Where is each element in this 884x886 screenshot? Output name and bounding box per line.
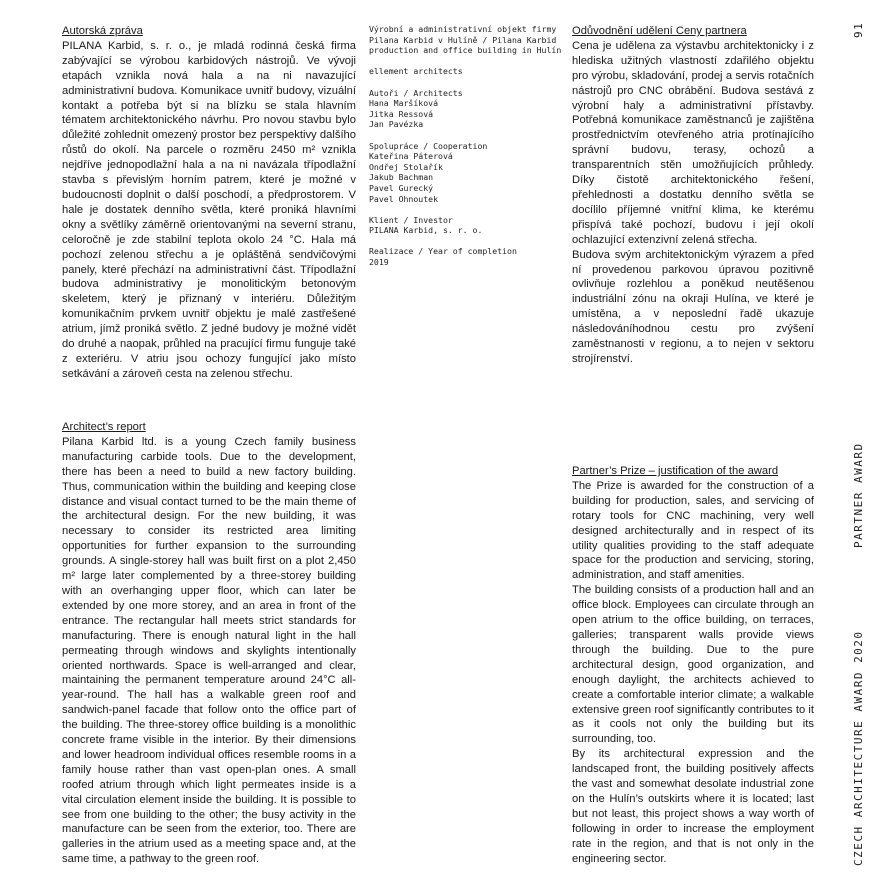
project-title: Výrobní a administrativní objekt firmy Pilana Karbid v Hulíně / Pilana Karbid production and office building in Hulín (369, 24, 562, 56)
en-prize-paragraph: By its architectural expression and the landscaped front, the building positively affects the vast and somewhat desolate industrial zone on the Hulín’s outskirts where it is located; last but not least, this project shows a way worth of following in order to increase the employment rate in the region, and that is not only in the engineering sector. (572, 748, 814, 865)
cz-prize-paragraph: Budova svým architektonickým výrazem a před ní provedenou parkovou úpravou pozitivně ovlivňuje rozlehlou a poněkud neutěšenou industriální zónu na okraji Hulína, ve které je umístěna, a v neposlední řadě ukazuje následováníhodnou cestu pro zvýšení zaměstnanosti v regionu, a to nejen v sektoru strojírenství. (572, 248, 814, 365)
authors-label: Autoři / Architects (369, 87, 463, 98)
cz-prize-paragraph: Cena je udělena za výstavbu architektonicky i z hlediska užitných vlastností zdařilého objektu pro výrobu, skladování, prodej a servis rotačních nástrojů pro CNC obrábění. Budova sestává z výrobní haly a administrativní přístavby. Potřebná komunikace zaměstnanců je zajištěna prostřednictvím otevřeného atria protínajícího správní budovu, terasy, ochozů a transparentních stěn umožňujících průhledy. Díky čistotě architektonického řešení, přehlednosti a dostatku denního světla se docílilo příjemné vnitřní klima, ke kterému přispívá také pochozí, budovu i její okolí ochlazující extenzivní zelená střecha. (572, 39, 814, 246)
award-title-label: CZECH ARCHITECTURE AWARD 2020 (852, 630, 865, 866)
en-prize-paragraph: The Prize is awarded for the construction of a building for production, sales, and servicing of rotary tools for CNC machining, very well designed architecturally and in respect of its utility qualities providing to the staff adequate space for the production and servicing, storing, administration, and staff amenities. (572, 479, 814, 582)
cz-report-body: PILANA Karbid, s. r. o., je mladá rodinná česká firma zabývající se výrobou karbidových nástrojů. Ve vývoji etapách vznikla nová hala a na ni navazující administrativní budova. Komunikace uvnitř budovy, vizuální kontakt a potřeba být si na blízku se stala hlavním tématem architektonického návrhu. Pro novou stavbu bylo důležité zohlednit omezený prostor bez perspektivy dalšího růstů do okolí. Na parcele o rozměru 2450 m² vznikla nejdříve jednopodlažní hala a na ni navázala třípodlažní stavba s převislým horním patrem, které je možné v budoucnosti doplnit o další poschodí, a předprostorem. V hale je dostatek denního světla, které proniká hlavními okny a světlíky záměrně orientovanými na severní stranu, celoročně je zde stabilní teplota okolo 24 °C. Hala má pochozí zelenou střechu a je opláštěná sendvičovými panely, které přechází na administrativní část. Třípodlažní budova administrativy je monolitickým betonovým skeletem, který je přiznaný v interiéru. Důležitým komunikačním prvkem uvnitř objektu je malé zastřešené atrium, jímž proniká světlo. Z jedné budovy je možné vidět do druhé a naopak, průhled na pracující firmu funguje také z exteriéru. V atriu jsou ochozy fungující jako místo setkávání a zároveň cesta na zelenou střechu. (62, 39, 356, 380)
project-credits (369, 24, 564, 268)
cz-prize (572, 24, 814, 367)
studio-name: ellement architects (369, 66, 463, 77)
completion-year: 2019 (369, 257, 389, 268)
cz-prize-heading: Odůvodnění udělení Ceny partnera (572, 25, 747, 37)
investor-label: Klient / Investor (369, 214, 453, 225)
investor-name: PILANA Karbid, s. r. o. (369, 225, 483, 236)
cooperator-name: Pavel Gurecký (369, 182, 434, 193)
author-name: Hana Maršíková (369, 98, 439, 109)
en-report (62, 420, 356, 867)
en-prize-paragraph: The building consists of a production hall and an office block. Employees can circulate through an open atrium to the office building, on terraces, galleries; transparent walls provide views through the building. Due to the pure architectural design, good organization, and enough daylight, the architects achieved to create a comfortable interior climate; a walkable extensive green roof significantly contributes to it as it cools not only the building but its surrounding, too. (572, 584, 814, 746)
author-name: Jan Pavézka (369, 119, 424, 130)
cz-report (62, 24, 356, 382)
cooperator-name: Jakub Bachman (369, 172, 434, 183)
en-prize (572, 464, 814, 866)
cooperator-name: Pavel Ohnoutek (369, 193, 439, 204)
en-prize-heading: Partner’s Prize – justification of the award (572, 465, 779, 477)
page-number: 91 (852, 21, 865, 38)
en-report-heading: Architect’s report (62, 421, 146, 433)
cooperator-name: Kateřina Páterová (369, 151, 453, 162)
cooperator-name: Ondřej Stolařík (369, 161, 443, 172)
en-report-body: Pilana Karbid ltd. is a young Czech family business manufacturing carbide tools. Due to the development, there has been a need to build a new factory building. Thus, communication within the building and keeping close distance and visual contact turned to be the main theme of the architectural design. For the new building, it was necessary to consider its restricted area limiting opportunities for further expansion to the surrounding grounds. A single-storey hall was built first on a plot 2,450 m² large later complemented by a three-storey building with an overhanging upper floor, which can later be extended by one more storey, and an area in front of the entrance. The rectangular hall meets strict standards for manufacturing. There is enough natural light in the hall permeating through windows and skylights intentionally oriented northwards. Space is well-arranged and clear, maintaining the permanent temperature around 24°C all-year-round. The hall has a walkable green roof and sandwich-panel facade that follow onto the office part of the building. The three-storey office building is a monolithic concrete frame visible in the interior. By their dimensions and lower headroom individual offices resemble rooms in a family house rather than vast open-plan ones. A small roofed atrium through which light permeates inside is a vital circulation element inside the building. It is possible to see from one building to the other; the busy activity in the manufacture can be seen from the exterior, too. There are galleries in the atrium used as a meeting space and, at the same time, a pathway to the green roof. (62, 435, 356, 866)
cz-report-heading: Autorská zpráva (62, 25, 143, 37)
completion-label: Realizace / Year of completion (369, 246, 517, 257)
author-name: Jitka Ressová (369, 108, 434, 119)
partner-award-label: PARTNER AWARD (852, 442, 865, 548)
cooperation-label: Spolupráce / Cooperation (369, 140, 488, 151)
